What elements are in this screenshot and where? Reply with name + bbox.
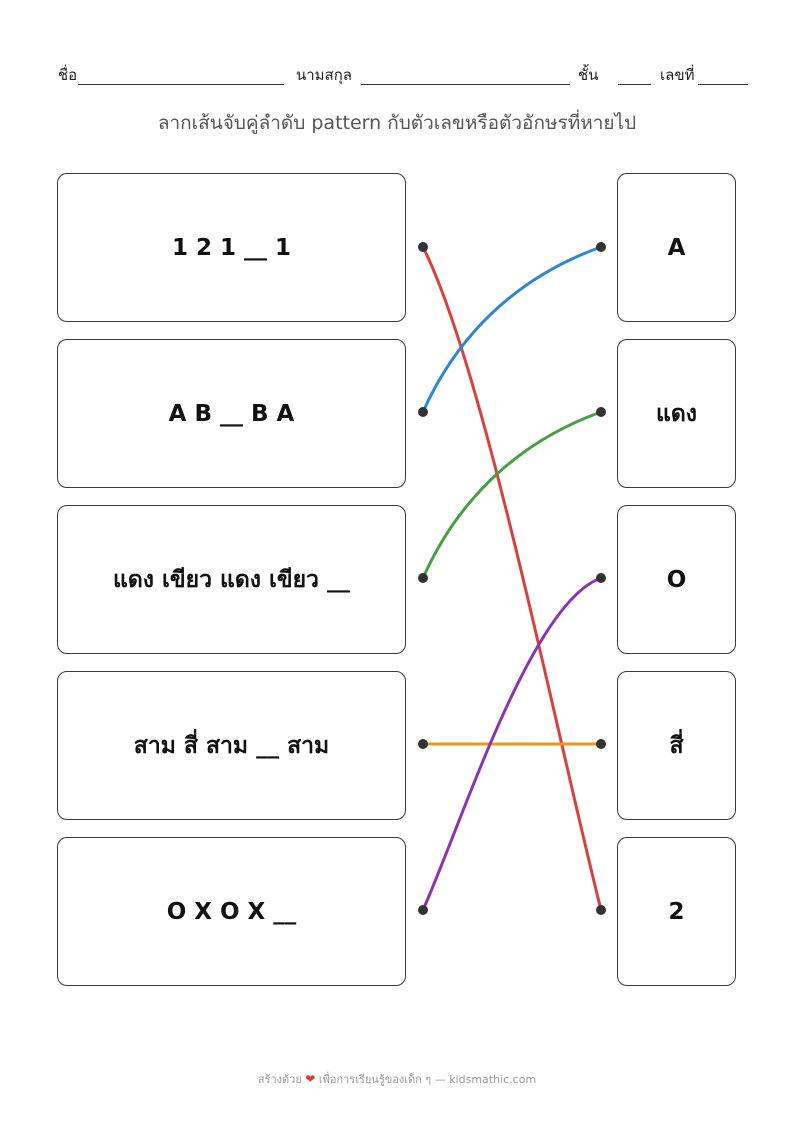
pattern-card-2: A B __ B A <box>57 339 406 488</box>
match-line-5 <box>423 578 601 910</box>
match-line-3 <box>423 412 601 578</box>
left-dot-4[interactable] <box>418 739 428 749</box>
heart-icon: ❤ <box>305 1072 316 1086</box>
left-dot-5[interactable] <box>418 905 428 915</box>
left-dot-2[interactable] <box>418 407 428 417</box>
answer-card-4: สี่ <box>617 671 736 820</box>
answer-card-1: A <box>617 173 736 322</box>
right-dot-2[interactable] <box>596 407 606 417</box>
name-label: ชื่อ <box>58 66 78 84</box>
pattern-card-4: สาม สี่ สาม __ สาม <box>57 671 406 820</box>
right-dot-5[interactable] <box>596 905 606 915</box>
answer-card-3: O <box>617 505 736 654</box>
right-dot-1[interactable] <box>596 242 606 252</box>
left-dot-1[interactable] <box>418 242 428 252</box>
footer-tagline: เพื่อการเรียนรู้ของเด็ก ๆ — kidsmathic.com <box>318 1073 537 1086</box>
pattern-card-1: 1 2 1 __ 1 <box>57 173 406 322</box>
number-field[interactable] <box>698 84 748 85</box>
pattern-card-5: O X O X __ <box>57 837 406 986</box>
class-label: ชั้น <box>578 66 599 84</box>
right-dot-3[interactable] <box>596 573 606 583</box>
student-info-row <box>58 64 748 88</box>
footer <box>0 1070 794 1088</box>
name-field[interactable] <box>78 84 284 85</box>
match-line-1 <box>423 247 601 910</box>
instruction-text: ลากเส้นจับคู่ลำดับ pattern กับตัวเลขหรือตัวอักษรที่หายไป <box>157 112 637 134</box>
answer-card-5: 2 <box>617 837 736 986</box>
answer-card-2: แดง <box>617 339 736 488</box>
match-line-2 <box>423 247 601 412</box>
class-field[interactable] <box>618 84 651 85</box>
pattern-card-3: แดง เขียว แดง เขียว __ <box>57 505 406 654</box>
right-dot-4[interactable] <box>596 739 606 749</box>
surname-label: นามสกุล <box>296 66 352 84</box>
surname-field[interactable] <box>361 84 570 85</box>
footer-made-with: สร้างด้วย <box>257 1073 302 1086</box>
number-label: เลขที่ <box>660 66 695 84</box>
left-dot-3[interactable] <box>418 573 428 583</box>
